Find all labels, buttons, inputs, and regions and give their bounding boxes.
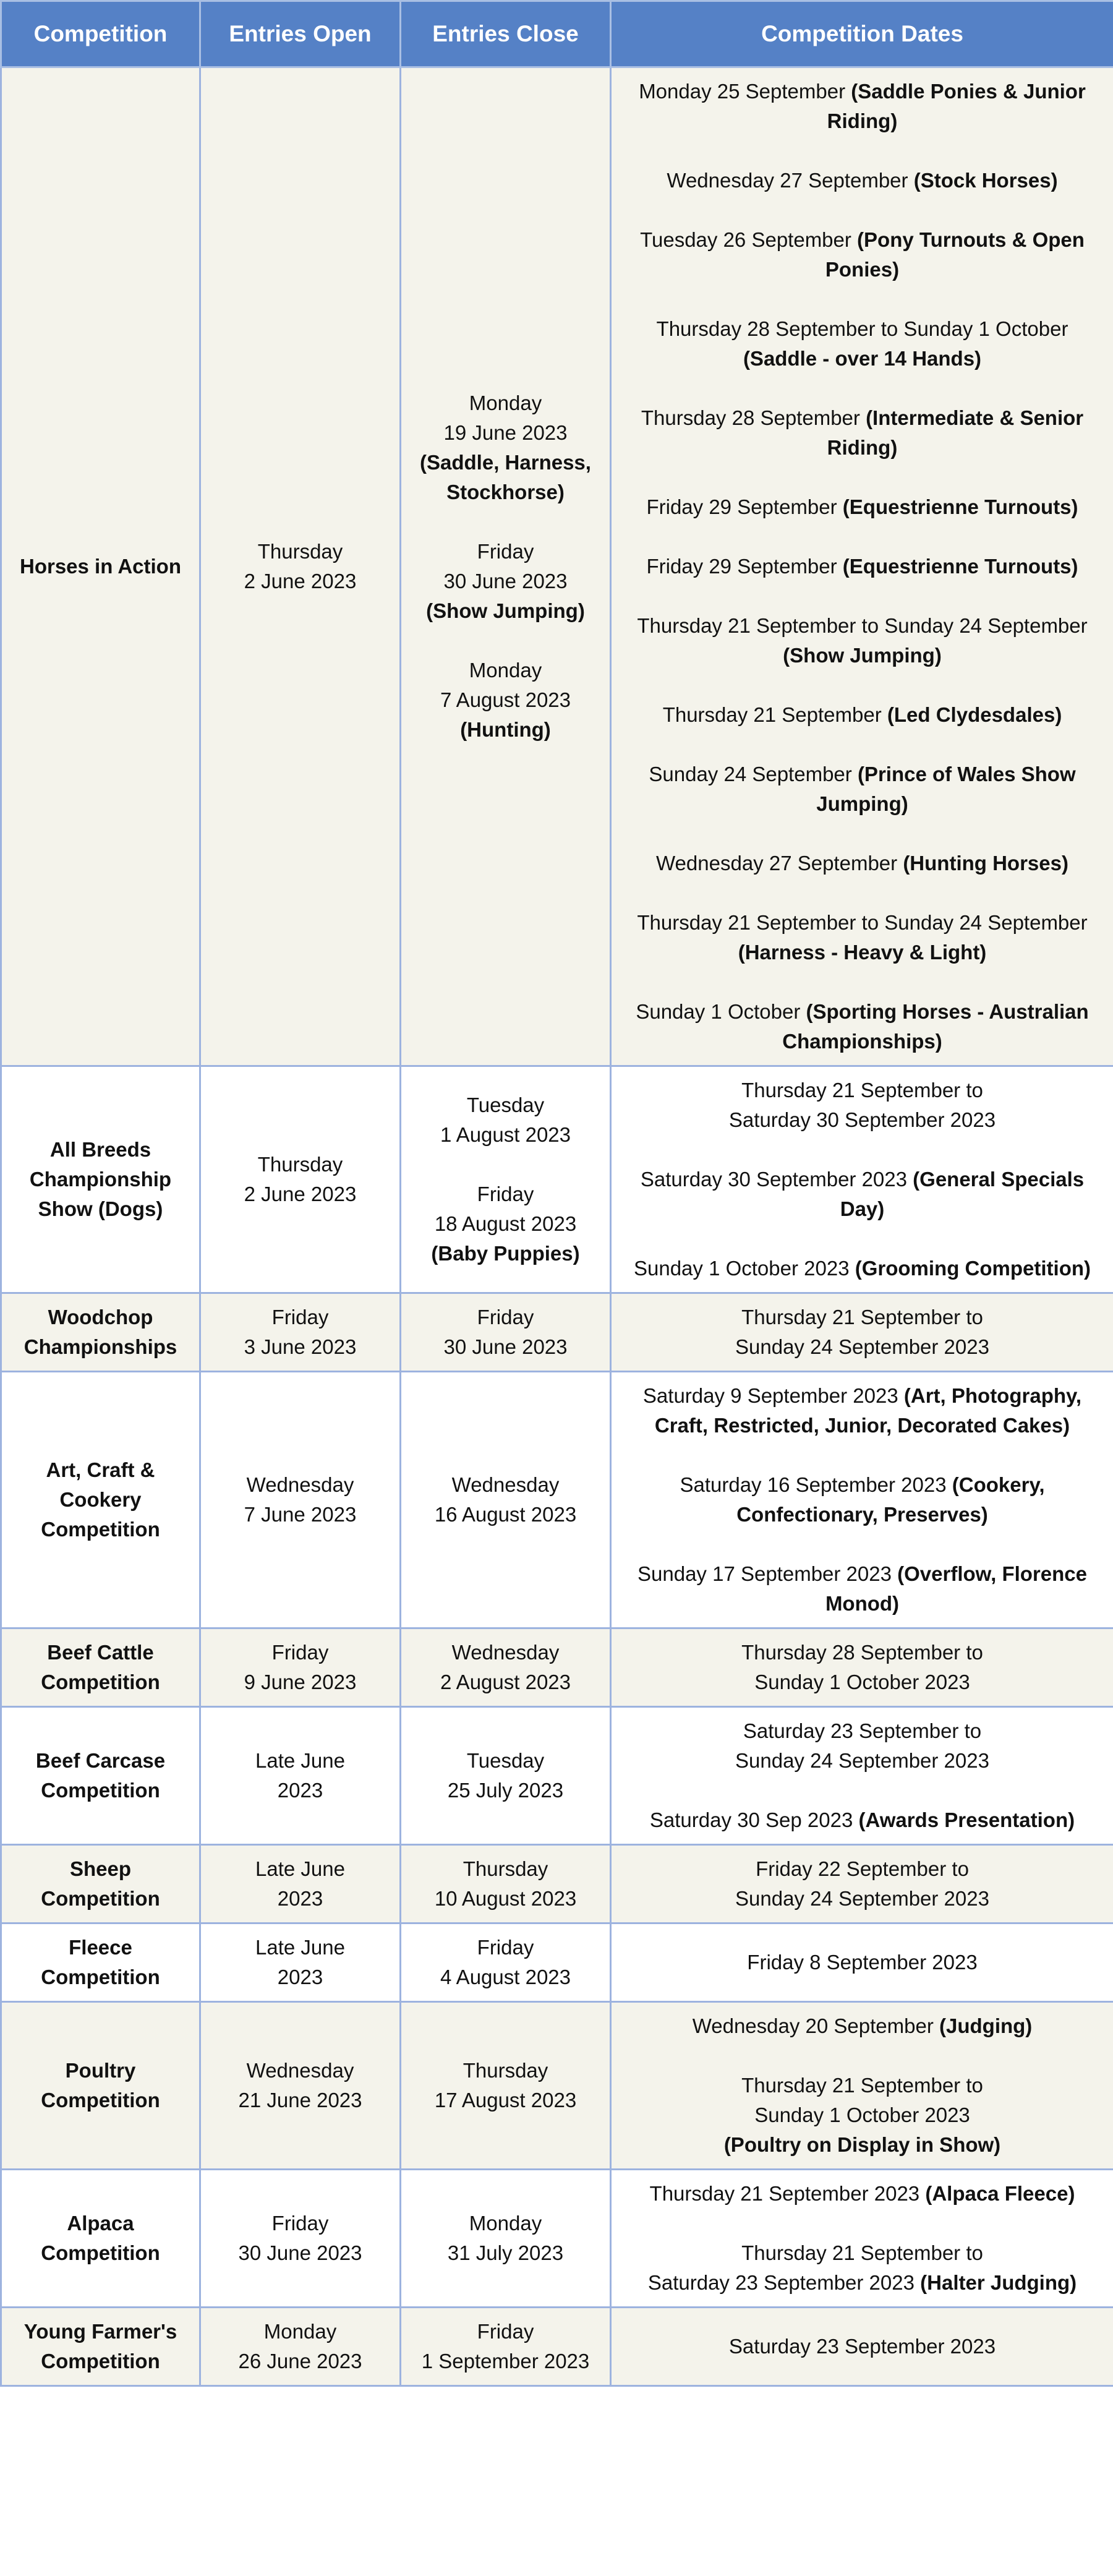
date-text: Thursday 21 September to Sunday 24 September — [637, 911, 1088, 934]
entries-open-cell — [200, 1293, 401, 1372]
competition-name: Beef Cattle Competition — [41, 1641, 160, 1693]
date-note: (Stock Horses) — [913, 169, 1058, 192]
entries-open-line: Late June — [255, 1857, 345, 1880]
date-line: Sunday 1 October 2023 — [754, 1671, 970, 1693]
date-note: (Show Jumping) — [783, 644, 942, 667]
table-row — [1, 1707, 1113, 1845]
competition-name: Art, Craft & Cookery Competition — [41, 1458, 160, 1541]
entries-close-line: Monday — [469, 2212, 542, 2235]
competition-name: Woodchop Championships — [23, 1306, 177, 1358]
competition-name: Fleece Competition — [41, 1936, 160, 1988]
entries-close-line: Tuesday — [466, 1749, 545, 1772]
date-note: (Saddle - over 14 Hands) — [743, 347, 982, 370]
entries-open-line: Wednesday — [246, 1473, 354, 1496]
date-text: Wednesday 27 September — [656, 852, 903, 875]
date-note: (Alpaca Fleece) — [925, 2182, 1075, 2205]
entries-close-block — [415, 1303, 596, 1362]
table-row — [1, 1372, 1113, 1628]
table-row — [1, 2170, 1113, 2308]
date-entry — [625, 2179, 1099, 2209]
date-line: Thursday 21 September to — [741, 2074, 983, 2097]
table-row — [1, 2002, 1113, 2170]
date-text: Friday 29 September — [646, 555, 843, 578]
date-line: Thursday 28 September to — [741, 1641, 983, 1664]
date-line: Sunday 24 September 2023 — [735, 1335, 989, 1358]
date-note: (Awards Presentation) — [858, 1808, 1075, 1831]
entries-close-block — [415, 1746, 596, 1805]
date-text: Thursday 21 September 2023 — [649, 2182, 926, 2205]
date-line: Friday 22 September to — [756, 1857, 969, 1880]
date-text: Monday 25 September — [639, 80, 851, 103]
date-line: Friday 8 September 2023 — [747, 1951, 978, 1974]
table-body — [1, 67, 1113, 2386]
date-entry — [625, 403, 1099, 463]
entries-close-block — [415, 1470, 596, 1530]
entries-close-cell — [401, 1628, 611, 1707]
entries-close-block — [415, 2209, 596, 2268]
entries-open-cell — [200, 2308, 401, 2386]
entries-close-block — [415, 656, 596, 745]
competition-dates-cell — [611, 1707, 1113, 1845]
date-note: (Poultry on Display in Show) — [723, 2133, 1001, 2156]
date-note: (Prince of Wales Show Jumping) — [816, 763, 1076, 815]
entries-close-line: 19 June 2023 — [443, 421, 568, 444]
competition-name: Sheep Competition — [41, 1857, 160, 1910]
date-entry — [625, 1948, 1099, 1977]
entries-open-line: 7 June 2023 — [244, 1503, 357, 1526]
competition-cell — [1, 2170, 200, 2308]
date-text: Friday 29 September — [646, 495, 843, 518]
competition-dates-cell — [611, 1923, 1113, 2002]
table-row — [1, 1845, 1113, 1923]
entries-close-cell — [401, 1845, 611, 1923]
entries-open-cell — [200, 2002, 401, 2170]
entries-close-note: (Saddle, Harness, Stockhorse) — [420, 451, 591, 503]
entries-close-line: 16 August 2023 — [434, 1503, 577, 1526]
entries-close-note: (Hunting) — [460, 718, 551, 741]
date-entry — [625, 1303, 1099, 1362]
entries-close-line: Thursday — [463, 1857, 548, 1880]
competition-dates-cell — [611, 1628, 1113, 1707]
date-entry — [625, 611, 1099, 670]
date-entry — [625, 2011, 1099, 2041]
date-text: Tuesday 26 September — [640, 228, 858, 251]
entries-open-cell — [200, 1066, 401, 1293]
entries-close-cell — [401, 1293, 611, 1372]
entries-open-line: 3 June 2023 — [244, 1335, 357, 1358]
competition-dates-cell — [611, 2308, 1113, 2386]
date-entry — [625, 1254, 1099, 1283]
entries-open-line: Friday — [271, 1306, 329, 1329]
date-note: (Hunting Horses) — [903, 852, 1068, 875]
entries-close-line: Thursday — [463, 2059, 548, 2082]
entries-close-block — [415, 2056, 596, 2115]
competition-dates-cell — [611, 1293, 1113, 1372]
entries-close-cell — [401, 1372, 611, 1628]
competition-cell — [1, 1707, 200, 1845]
competition-cell — [1, 1372, 200, 1628]
date-note: (Led Clydesdales) — [887, 703, 1062, 726]
entries-open-line: Thursday — [257, 1153, 343, 1176]
entries-close-line: 25 July 2023 — [447, 1779, 564, 1802]
date-note: (Judging) — [939, 2014, 1033, 2037]
date-entry — [625, 1716, 1099, 1776]
entries-open-cell — [200, 1628, 401, 1707]
entries-open-line: 2 June 2023 — [244, 570, 357, 593]
entries-open-cell — [200, 67, 401, 1066]
entries-close-note: (Show Jumping) — [426, 599, 585, 622]
competition-cell — [1, 2308, 200, 2386]
entries-close-line: Friday — [477, 1183, 534, 1205]
competition-cell — [1, 1628, 200, 1707]
entries-open-line: 2023 — [277, 1779, 323, 1802]
entries-close-line: Monday — [469, 392, 542, 414]
entries-close-line: 17 August 2023 — [434, 2089, 577, 2112]
entries-close-block — [415, 388, 596, 507]
date-entry — [625, 1638, 1099, 1697]
date-text: Saturday 16 September 2023 — [680, 1473, 952, 1496]
date-text: Sunday 17 September 2023 — [638, 1562, 898, 1585]
date-text: Wednesday 20 September — [692, 2014, 939, 2037]
entries-close-line: 30 June 2023 — [443, 1335, 568, 1358]
date-entry — [625, 2332, 1099, 2361]
date-text: Thursday 21 September — [662, 703, 887, 726]
date-note: (Sporting Horses - Australian Championships) — [782, 1000, 1089, 1053]
competition-cell — [1, 67, 200, 1066]
date-note: (Equestrienne Turnouts) — [842, 495, 1078, 518]
entries-open-cell — [200, 1845, 401, 1923]
date-text: Saturday 9 September 2023 — [642, 1384, 904, 1407]
date-entry — [625, 77, 1099, 136]
date-line: Thursday 21 September to — [741, 2241, 983, 2264]
table-row — [1, 1628, 1113, 1707]
date-note: (Equestrienne Turnouts) — [842, 555, 1078, 578]
entries-close-cell — [401, 1923, 611, 2002]
competition-cell — [1, 1066, 200, 1293]
date-entry — [625, 166, 1099, 195]
date-text: Saturday 30 September 2023 — [640, 1168, 913, 1191]
date-entry — [625, 225, 1099, 285]
entries-open-line: 2023 — [277, 1966, 323, 1988]
date-text: Sunday 24 September — [649, 763, 858, 785]
date-entry — [625, 1076, 1099, 1135]
competition-cell — [1, 1923, 200, 2002]
date-note: (Harness - Heavy & Light) — [738, 941, 987, 964]
date-entry — [625, 492, 1099, 522]
entries-close-line: 2 August 2023 — [440, 1671, 571, 1693]
date-line: Sunday 24 September 2023 — [735, 1749, 989, 1772]
table-row — [1, 67, 1113, 1066]
entries-close-line: Friday — [477, 1936, 534, 1959]
date-entry — [625, 1165, 1099, 1224]
entries-close-line: 18 August 2023 — [434, 1212, 577, 1235]
competition-dates-cell — [611, 1066, 1113, 1293]
entries-close-line: Friday — [477, 2320, 534, 2343]
entries-close-line: Friday — [477, 1306, 534, 1329]
entries-close-block — [415, 2317, 596, 2376]
date-entry — [625, 700, 1099, 730]
entries-close-note: (Baby Puppies) — [431, 1242, 580, 1265]
entries-open-line: 9 June 2023 — [244, 1671, 357, 1693]
competition-dates-cell — [611, 67, 1113, 1066]
date-line: Thursday 21 September to — [741, 1306, 983, 1329]
entries-open-cell — [200, 2170, 401, 2308]
entries-close-line: 1 September 2023 — [421, 2350, 590, 2373]
competition-cell — [1, 1845, 200, 1923]
entries-open-line: Monday — [263, 2320, 337, 2343]
header-competition-dates: Competition Dates — [611, 1, 1113, 67]
date-line: Thursday 21 September to — [741, 1079, 983, 1102]
date-line: Saturday 23 September to — [743, 1719, 982, 1742]
date-text: Sunday 1 October 2023 — [633, 1257, 855, 1280]
competition-name: Beef Carcase Competition — [35, 1749, 166, 1802]
competition-dates-cell — [611, 1372, 1113, 1628]
date-note: (General Specials Day) — [840, 1168, 1085, 1220]
competition-name: Horses in Action — [20, 555, 181, 578]
entries-close-cell — [401, 1066, 611, 1293]
header-row — [1, 1, 1113, 67]
competition-name: All Breeds Championship Show (Dogs) — [29, 1138, 172, 1220]
entries-open-line: Friday — [271, 2212, 329, 2235]
entries-close-cell — [401, 2002, 611, 2170]
entries-close-line: Friday — [477, 540, 534, 563]
date-entry — [625, 1559, 1099, 1619]
entries-open-line: Late June — [255, 1936, 345, 1959]
date-text: Thursday 28 September to Sunday 1 October — [656, 317, 1068, 340]
header-entries-close: Entries Close — [401, 1, 611, 67]
date-note: (Intermediate & Senior Riding) — [827, 406, 1084, 459]
date-line: Sunday 24 September 2023 — [735, 1887, 989, 1910]
entries-close-line: 10 August 2023 — [434, 1887, 577, 1910]
entries-open-line: 30 June 2023 — [238, 2241, 362, 2264]
date-entry — [625, 760, 1099, 819]
date-entry — [625, 908, 1099, 967]
date-line: Sunday 1 October 2023 — [754, 2103, 970, 2126]
entries-close-cell — [401, 67, 611, 1066]
date-note: (Cookery, Confectionary, Preserves) — [736, 1473, 1045, 1526]
entries-close-cell — [401, 1707, 611, 1845]
entries-open-cell — [200, 1923, 401, 2002]
entries-close-line: 7 August 2023 — [440, 688, 571, 711]
date-note: (Saddle Ponies & Junior Riding) — [827, 80, 1086, 132]
entries-open-line: 2 June 2023 — [244, 1183, 357, 1205]
competition-name: Poultry Competition — [41, 2059, 160, 2112]
entries-close-cell — [401, 2308, 611, 2386]
table-row — [1, 1923, 1113, 2002]
date-entry — [625, 849, 1099, 878]
competition-cell — [1, 1293, 200, 1372]
header-competition: Competition — [1, 1, 200, 67]
entries-open-line: 21 June 2023 — [238, 2089, 362, 2112]
date-line: Saturday 30 September 2023 — [728, 1108, 996, 1131]
entries-open-line: Friday — [271, 1641, 329, 1664]
date-entry — [625, 1381, 1099, 1440]
entries-close-line: Monday — [469, 659, 542, 682]
entries-close-cell — [401, 2170, 611, 2308]
entries-close-line: Tuesday — [466, 1093, 545, 1116]
entries-close-block — [415, 1090, 596, 1150]
date-entry — [625, 2238, 1099, 2298]
competition-name: Alpaca Competition — [41, 2212, 160, 2264]
date-note: (Overflow, Florence Monod) — [825, 1562, 1087, 1615]
table-row — [1, 2308, 1113, 2386]
date-text: Saturday 30 Sep 2023 — [649, 1808, 859, 1831]
date-entry — [625, 1854, 1099, 1914]
date-entry — [625, 1470, 1099, 1530]
date-entry — [625, 1805, 1099, 1835]
date-note: (Pony Turnouts & Open Ponies) — [825, 228, 1085, 281]
entries-close-line: 31 July 2023 — [447, 2241, 564, 2264]
competition-dates-cell — [611, 2002, 1113, 2170]
entries-close-block — [415, 537, 596, 626]
date-text: Thursday 21 September to Sunday 24 September — [637, 614, 1088, 637]
entries-close-block — [415, 1933, 596, 1992]
entries-close-line: Wednesday — [451, 1641, 560, 1664]
header-entries-open: Entries Open — [200, 1, 401, 67]
entries-open-line: Wednesday — [246, 2059, 354, 2082]
date-text: Saturday 23 September 2023 — [647, 2271, 921, 2294]
competition-dates-cell — [611, 1845, 1113, 1923]
entries-close-line: 1 August 2023 — [440, 1123, 571, 1146]
date-entry — [625, 997, 1099, 1056]
entries-close-line: 4 August 2023 — [440, 1966, 571, 1988]
table-row — [1, 1293, 1113, 1372]
competition-name: Young Farmer's Competition — [23, 2320, 177, 2373]
date-note: (Grooming Competition) — [855, 1257, 1091, 1280]
entries-open-line: Thursday — [257, 540, 343, 563]
date-entry — [625, 552, 1099, 581]
competition-cell — [1, 2002, 200, 2170]
date-text: Sunday 1 October — [636, 1000, 806, 1023]
date-line: Saturday 23 September 2023 — [728, 2335, 996, 2358]
entries-close-block — [415, 1179, 596, 1269]
date-entry — [625, 2071, 1099, 2160]
entries-close-block — [415, 1638, 596, 1697]
entries-close-line: 30 June 2023 — [443, 570, 568, 593]
table-row — [1, 1066, 1113, 1293]
date-text: Thursday 28 September — [641, 406, 866, 429]
entries-open-cell — [200, 1372, 401, 1628]
competition-dates-cell — [611, 2170, 1113, 2308]
entries-open-line: Late June — [255, 1749, 345, 1772]
date-note: (Halter Judging) — [920, 2271, 1077, 2294]
date-note: (Art, Photography, Craft, Restricted, Junior, Decorated Cakes) — [654, 1384, 1082, 1437]
entries-open-line: 26 June 2023 — [238, 2350, 362, 2373]
entries-open-cell — [200, 1707, 401, 1845]
entries-close-line: Wednesday — [451, 1473, 560, 1496]
date-entry — [625, 314, 1099, 374]
entries-close-block — [415, 1854, 596, 1914]
date-text: Wednesday 27 September — [667, 169, 914, 192]
entries-open-line: 2023 — [277, 1887, 323, 1910]
